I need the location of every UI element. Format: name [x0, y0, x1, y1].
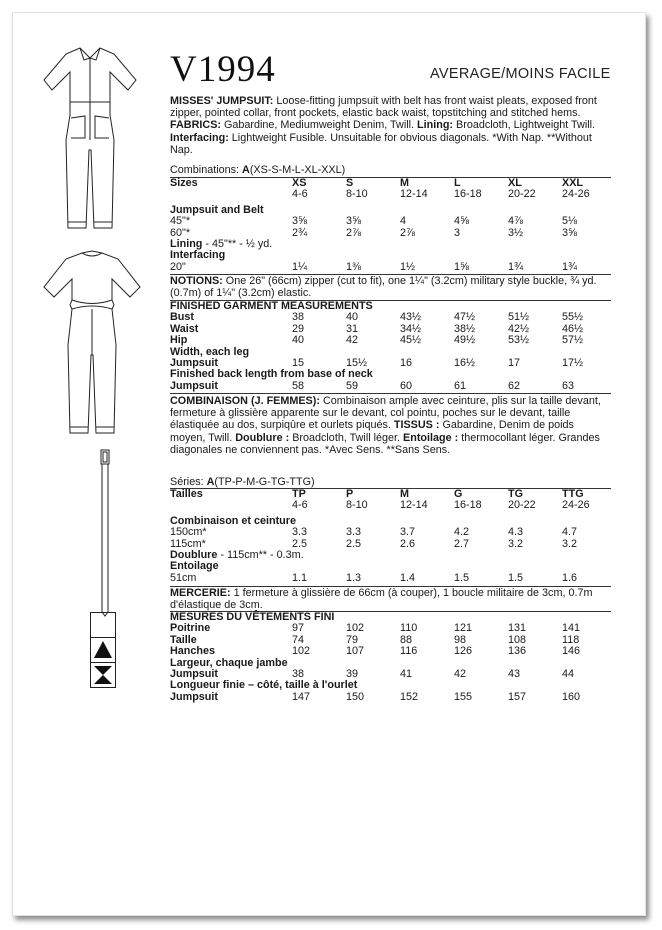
table-cell: 1⅜ [346, 260, 362, 273]
table-cell: 79 [346, 633, 359, 646]
measurements-table-french [170, 612, 616, 703]
without-nap-hourglass-icon [90, 662, 116, 688]
table-row [170, 312, 616, 323]
table-cell: Taille [170, 633, 197, 646]
table-cell: 3⅝ [292, 215, 308, 228]
table-cell: 102 [346, 622, 365, 635]
table-cell: 1.1 [292, 571, 308, 584]
table-row [170, 216, 616, 227]
sizes-row [170, 178, 616, 189]
table-cell: 4.3 [508, 526, 524, 539]
table-cell: 34½ [400, 322, 422, 335]
table-cell: XL [508, 177, 522, 189]
table-cell: 41 [400, 668, 413, 681]
table-cell: 146 [562, 645, 581, 658]
table-cell: 40 [292, 334, 305, 347]
table-cell: 115cm* [170, 537, 206, 550]
table-cell: Jumpsuit [170, 668, 218, 681]
table-cell: 38½ [454, 322, 476, 335]
table-cell: 15½ [346, 357, 368, 370]
table-cell: 43 [508, 668, 521, 681]
table-cell: 12-14 [400, 499, 428, 512]
table-cell: 8-10 [346, 499, 368, 512]
interfacing-label: Interfacing: [170, 131, 229, 144]
series-line: Séries: A(TP-P-M-G-TG-TTG) [170, 476, 315, 488]
table-cell: 31 [346, 322, 359, 335]
table-cell: 136 [508, 645, 527, 658]
jumpsuit-back-drawing [42, 245, 142, 440]
table-cell: 4-6 [292, 188, 308, 201]
table-cell: P [346, 488, 354, 500]
table-cell: 3 [454, 226, 461, 239]
table-cell: M [400, 488, 409, 500]
table-cell: G [454, 488, 463, 500]
table-row [170, 335, 616, 346]
table-cell: XXL [562, 177, 583, 189]
measurements-table-english [170, 301, 616, 392]
empty-square-symbol [90, 612, 116, 638]
table-cell: MESURES DU VÊTEMENTS FINI [170, 611, 335, 623]
table-cell: 4.2 [454, 526, 470, 539]
table-cell: 55½ [562, 311, 584, 324]
section-heading [170, 612, 616, 623]
lining-row [170, 239, 616, 250]
table-cell: Jumpsuit [170, 379, 218, 392]
table-cell: 160 [562, 690, 581, 703]
table-cell: Interfacing [170, 249, 226, 262]
fabrics-label: FABRICS: [170, 119, 221, 132]
table-cell: 3.3 [292, 526, 308, 539]
table-row [170, 635, 616, 646]
yardage-table-french [170, 489, 616, 584]
table-cell: Sizes [170, 177, 198, 189]
table-cell: 97 [292, 622, 305, 635]
table-cell: Poitrine [170, 622, 211, 635]
table-cell: 49½ [454, 334, 476, 347]
table-cell: 2⅞ [346, 226, 362, 239]
lining-text: Broadcloth, Lightweight Twill. [456, 119, 596, 132]
table-cell: Jumpsuit [170, 357, 218, 370]
table-cell [170, 189, 292, 200]
table-cell: 62 [508, 379, 521, 392]
table-cell: 3⅝ [562, 226, 578, 239]
pattern-number: V1994 [170, 49, 276, 90]
table-cell: 5⅛ [562, 215, 578, 228]
table-cell: Width, each leg [170, 345, 250, 358]
jumpsuit-front-drawing [40, 40, 140, 235]
table-cell: 102 [292, 645, 311, 658]
table-cell: 51cm [170, 571, 197, 584]
table-cell: 29 [292, 322, 305, 335]
table-cell: Waist [170, 322, 199, 335]
table-cell: 150cm* [170, 526, 207, 539]
section-heading [170, 250, 616, 261]
yardage-table-english [170, 178, 616, 273]
table-row [170, 381, 616, 392]
table-cell: 107 [346, 645, 365, 658]
belt-drawing [98, 448, 112, 618]
with-nap-triangle-icon [90, 637, 116, 663]
table-cell: 1½ [400, 260, 416, 273]
table-cell [170, 500, 292, 511]
table-cell: Largeur, chaque jambe [170, 656, 288, 669]
table-cell: TG [508, 488, 523, 500]
table-cell: 17 [508, 357, 521, 370]
table-cell: TP [292, 488, 306, 500]
combinations-line: Combinations: A(XS-S-M-L-XL-XXL) [170, 164, 346, 176]
table-cell: 1.4 [400, 571, 416, 584]
table-row [170, 692, 616, 703]
table-cell: 157 [508, 690, 527, 703]
table-cell: Finished back length from base of neck [170, 368, 373, 381]
table-cell: 51½ [508, 311, 530, 324]
section-heading [170, 658, 616, 669]
table-cell: Combinaison et ceinture [170, 514, 296, 527]
table-cell: 152 [400, 690, 419, 703]
table-cell: 60 [400, 379, 413, 392]
table-cell: 116 [400, 645, 418, 658]
table-cell: 2.7 [454, 537, 470, 550]
table-cell: Jumpsuit [170, 690, 218, 703]
table-cell: 44 [562, 668, 575, 681]
table-cell: 16-18 [454, 188, 482, 201]
section-heading [170, 205, 616, 216]
table-cell: 15 [292, 357, 305, 370]
table-cell: 16½ [454, 357, 476, 370]
table-cell: Lining - 45"** - ½ yd. [170, 238, 273, 251]
section-heading [170, 680, 616, 691]
table-cell: 1.5 [454, 571, 470, 584]
table-cell: 20-22 [508, 499, 536, 512]
section-heading [170, 301, 616, 312]
table-cell: 155 [454, 690, 473, 703]
description-title: MISSES' JUMPSUIT: [170, 95, 274, 107]
table-cell: 8-10 [346, 188, 368, 201]
description-french: COMBINAISON (J. FEMMES): Combinaison ample avec ceinture, plis sur la taille devant, fermeture à glissière apparente sur le devant, col pointu, poches sur le devant, taille élastiquée au dos, surpiqûre et ourlets piqués. TISSUS : Gabardine, Denim de poids moyen, Twill. Doublure : Broadcloth, Twill léger. Entoilage : thermocollant léger. Grandes diagonales ne conviennent pas. *Avec Sens. **Sans Sens. [170, 395, 601, 456]
table-cell: 1.6 [562, 571, 578, 584]
table-cell: 46½ [562, 322, 584, 335]
table-cell: 1¾ [562, 260, 578, 273]
table-cell: 24-26 [562, 188, 590, 201]
table-cell: FINISHED GARMENT MEASUREMENTS [170, 300, 373, 312]
table-row [170, 262, 616, 273]
difficulty-level: AVERAGE/MOINS FACILE [430, 66, 611, 82]
table-cell: 61 [454, 379, 467, 392]
table-cell: 2¾ [292, 226, 308, 239]
table-cell: 12-14 [400, 188, 428, 201]
divider [170, 393, 611, 394]
table-row [170, 573, 616, 584]
table-cell: 42 [454, 668, 467, 681]
interfacing-text: Lightweight Fusible. Unsuitable for obvious diagonals. *With Nap. **Without Nap. [170, 131, 592, 156]
table-cell: Bust [170, 311, 194, 324]
table-cell: 126 [454, 645, 473, 658]
table-cell: 3.3 [346, 526, 362, 539]
table-row [170, 623, 616, 634]
table-cell: L [454, 177, 461, 189]
table-cell: 45"* [170, 215, 191, 228]
table-cell: Entoilage [170, 560, 219, 573]
table-cell: 63 [562, 379, 575, 392]
table-cell: 2.5 [346, 537, 362, 550]
table-cell: 45½ [400, 334, 422, 347]
section-heading [170, 369, 616, 380]
table-cell: M [400, 177, 409, 189]
table-cell: Jumpsuit and Belt [170, 203, 264, 216]
table-cell: 4-6 [292, 499, 308, 512]
table-cell: 3.2 [562, 537, 578, 550]
table-cell: Longueur finie – côté, taille à l'ourlet [170, 679, 358, 692]
table-cell: 4.7 [562, 526, 578, 539]
table-row [170, 527, 616, 538]
table-cell: S [346, 177, 354, 189]
table-cell: 2.6 [400, 537, 416, 550]
table-cell: XS [292, 177, 307, 189]
table-cell: Hip [170, 334, 188, 347]
table-cell: 118 [562, 633, 580, 646]
table-cell: 2.5 [292, 537, 308, 550]
table-cell: TTG [562, 488, 584, 500]
table-cell: 4 [400, 215, 407, 228]
table-cell: 110 [400, 622, 418, 635]
size-number-row [170, 189, 616, 200]
table-cell: 3.2 [508, 537, 524, 550]
size-number-row [170, 500, 616, 511]
table-row [170, 646, 616, 657]
table-cell: 42½ [508, 322, 530, 335]
table-cell: 141 [562, 622, 581, 635]
table-cell: 17½ [562, 357, 584, 370]
section-heading [170, 347, 616, 358]
table-cell: 40 [346, 311, 359, 324]
table-cell: 59 [346, 379, 359, 392]
fabrics-text: Gabardine, Mediumweight Denim, Twill. [224, 119, 415, 132]
table-cell: 1¼ [292, 260, 308, 273]
notions-french: MERCERIE: 1 fermeture à glissière de 66cm (à couper), 1 boucle militaire de 3cm, 0.7m d'élastique de 3cm. [170, 587, 593, 612]
lining-label: Lining: [417, 119, 454, 132]
table-cell: 20-22 [508, 188, 536, 201]
section-heading [170, 561, 616, 572]
table-cell: 60"* [170, 226, 191, 239]
table-cell: 39 [346, 668, 359, 681]
table-cell: 121 [454, 622, 473, 635]
table-cell: 1.5 [508, 571, 524, 584]
table-cell: 98 [454, 633, 467, 646]
table-cell: 16 [400, 357, 413, 370]
table-cell: 131 [508, 622, 527, 635]
section-heading [170, 516, 616, 527]
table-cell: 3.7 [400, 526, 416, 539]
table-cell: 38 [292, 668, 305, 681]
table-cell: 108 [508, 633, 527, 646]
table-cell: Hanches [170, 645, 216, 658]
table-cell: 57½ [562, 334, 584, 347]
description-body: Loose-fitting jumpsuit with belt has front waist pleats, exposed front zipper, pointed collar, front pockets, elastic back waist, topstitching and stitched hems. [170, 95, 597, 120]
table-cell: Tailles [170, 488, 203, 500]
table-cell: 53½ [508, 334, 530, 347]
table-cell: 150 [346, 690, 365, 703]
table-row [170, 324, 616, 335]
table-cell: 16-18 [454, 499, 482, 512]
table-cell: 58 [292, 379, 305, 392]
table-cell: 43½ [400, 311, 422, 324]
table-cell: 4⅝ [454, 215, 470, 228]
table-cell: 3½ [508, 226, 524, 239]
table-cell: 1⅝ [454, 260, 470, 273]
description-english [170, 95, 610, 156]
table-cell: 88 [400, 633, 413, 646]
table-cell: 74 [292, 633, 305, 646]
table-cell: 3⅝ [346, 215, 362, 228]
notions-english: NOTIONS: One 26" (66cm) zipper (cut to fit), one 1¼" (3.2cm) military style buckle, ¾ yd. (0.7m) of 1¼" (3.2cm) elastic. [170, 275, 597, 300]
table-cell: 147 [292, 690, 311, 703]
table-cell: 24-26 [562, 499, 590, 512]
table-cell: 1.3 [346, 571, 362, 584]
table-cell: 38 [292, 311, 305, 324]
table-cell: 1¾ [508, 260, 524, 273]
table-cell: Doublure - 115cm** - 0.3m. [170, 549, 304, 562]
table-cell: 47½ [454, 311, 476, 324]
sizes-row [170, 489, 616, 500]
table-cell: 4⅞ [508, 215, 524, 228]
table-cell: 2⅞ [400, 226, 416, 239]
table-cell: 20" [170, 260, 186, 273]
lining-row [170, 550, 616, 561]
table-cell: 42 [346, 334, 359, 347]
